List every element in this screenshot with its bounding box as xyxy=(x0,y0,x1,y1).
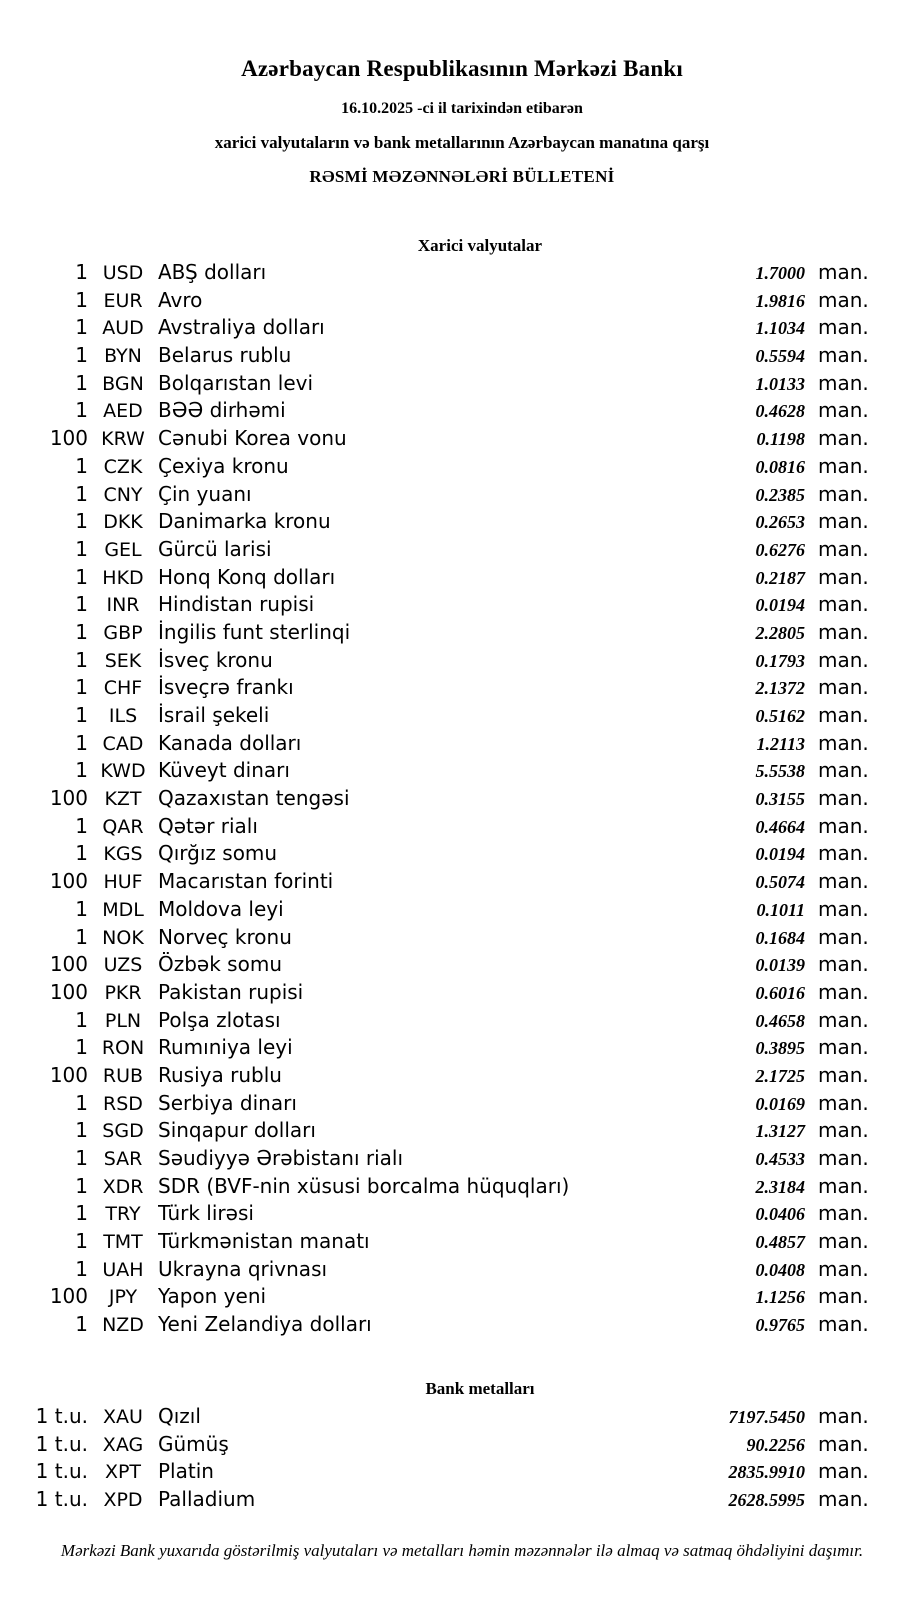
row-unit: man. xyxy=(818,1201,869,1226)
row-unit: man. xyxy=(818,481,869,506)
metals-table xyxy=(0,1403,880,1514)
rate-row xyxy=(0,979,880,1007)
row-quantity: 1 xyxy=(75,1090,88,1115)
row-name: SDR (BVF-nin xüsusi borcalma hüquqları) xyxy=(158,1173,570,1198)
row-quantity: 1 xyxy=(75,370,88,395)
row-unit: man. xyxy=(818,675,869,700)
bulletin-footer xyxy=(0,1540,924,1562)
row-name: Qazaxıstan tengəsi xyxy=(158,786,350,811)
foreign-currencies-section xyxy=(0,235,924,1339)
row-name: İsveç kronu xyxy=(158,647,273,672)
row-code: PKR xyxy=(104,981,142,1004)
row-quantity: 1 xyxy=(75,481,88,506)
row-code: KZT xyxy=(104,788,142,811)
rate-row xyxy=(0,1173,880,1201)
row-rate: 0.0139 xyxy=(755,955,805,976)
row-unit: man. xyxy=(818,1486,869,1511)
row-rate: 0.2385 xyxy=(755,484,805,505)
bank-title: Azərbaycan Respublikasının Mərkəzi Bankı xyxy=(241,56,683,81)
row-unit: man. xyxy=(818,453,869,478)
row-rate: 2.1372 xyxy=(755,678,805,699)
row-name: Macarıstan forinti xyxy=(158,869,334,894)
row-name: Polşa zlotası xyxy=(158,1007,281,1032)
row-unit: man. xyxy=(818,647,869,672)
row-code: GBP xyxy=(103,621,143,644)
rate-row xyxy=(0,1403,880,1431)
row-code: UZS xyxy=(103,954,143,977)
row-unit: man. xyxy=(818,509,869,534)
rate-row xyxy=(0,1283,880,1311)
row-quantity: 1 xyxy=(75,758,88,783)
row-unit: man. xyxy=(818,979,869,1004)
row-rate: 0.6276 xyxy=(755,539,805,560)
row-quantity: 1 xyxy=(75,1201,88,1226)
row-quantity: 1 xyxy=(75,896,88,921)
row-name: Danimarka kronu xyxy=(158,509,331,534)
row-quantity: 1 xyxy=(75,1007,88,1032)
row-rate: 0.1684 xyxy=(755,927,805,948)
rate-row xyxy=(0,591,880,619)
row-rate: 0.4533 xyxy=(755,1149,805,1169)
row-code: CZK xyxy=(103,455,143,478)
row-quantity: 1 xyxy=(75,453,88,478)
row-code: DKK xyxy=(103,511,143,534)
rate-row xyxy=(0,619,880,647)
row-rate: 0.3895 xyxy=(755,1038,805,1059)
row-unit: man. xyxy=(818,1459,869,1484)
row-rate: 0.2653 xyxy=(755,512,805,533)
row-quantity: 1 xyxy=(75,287,88,312)
bulletin-title: RƏSMİ MƏZƏNNƏLƏRİ BÜLLETENİ xyxy=(309,167,615,186)
rate-row xyxy=(0,314,880,342)
rate-row xyxy=(0,1062,880,1090)
rate-row xyxy=(0,813,880,841)
rate-row xyxy=(0,397,880,425)
row-name: Avro xyxy=(158,287,203,312)
metals-section-title: Bank metalları xyxy=(425,1378,535,1398)
row-quantity: 1 xyxy=(75,343,88,368)
row-name: Sinqapur dolları xyxy=(158,1118,316,1143)
row-quantity: 1 xyxy=(75,1035,88,1060)
row-rate: 90.2256 xyxy=(746,1434,805,1455)
row-quantity: 1 t.u. xyxy=(35,1459,88,1484)
row-quantity: 100 xyxy=(49,1284,88,1309)
row-name: Özbək somu xyxy=(158,952,282,977)
row-name: Serbiya dinarı xyxy=(158,1090,297,1115)
row-unit: man. xyxy=(818,1403,869,1428)
row-quantity: 1 xyxy=(75,564,88,589)
rate-row xyxy=(0,924,880,952)
rate-row xyxy=(0,453,880,481)
row-unit: man. xyxy=(818,952,869,977)
row-rate: 0.0169 xyxy=(755,1093,805,1114)
row-unit: man. xyxy=(818,1007,869,1032)
row-quantity: 1 xyxy=(75,1118,88,1143)
rate-row xyxy=(0,1200,880,1228)
row-unit: man. xyxy=(818,260,869,284)
row-rate: 1.0133 xyxy=(755,373,805,394)
row-quantity: 100 xyxy=(49,786,88,811)
row-name: Cənubi Korea vonu xyxy=(158,426,347,451)
row-name: Honq Konq dolları xyxy=(158,564,336,589)
row-rate: 0.1793 xyxy=(755,650,805,671)
row-name: Rusiya rublu xyxy=(158,1062,282,1087)
row-unit: man. xyxy=(818,619,869,644)
row-quantity: 1 t.u. xyxy=(35,1486,88,1511)
row-name: Çin yuanı xyxy=(158,481,252,506)
row-quantity: 1 xyxy=(75,260,88,284)
row-code: XAG xyxy=(102,1433,144,1456)
row-code: RUB xyxy=(102,1064,144,1087)
row-unit: man. xyxy=(818,592,869,617)
row-quantity: 1 xyxy=(75,1312,88,1337)
rate-row xyxy=(0,730,880,758)
row-rate: 2.1725 xyxy=(755,1065,805,1086)
effective-date-line: 16.10.2025 -ci il tarixindən etibarən xyxy=(341,100,583,117)
row-code: QAR xyxy=(102,815,144,838)
row-code: TRY xyxy=(105,1203,141,1226)
row-name: Türkmənistan manatı xyxy=(158,1229,370,1254)
row-quantity: 1 xyxy=(75,1173,88,1198)
row-rate: 0.3155 xyxy=(755,789,805,810)
row-quantity: 1 xyxy=(75,536,88,561)
row-name: İsrail şekeli xyxy=(158,703,270,727)
rate-row xyxy=(0,564,880,592)
row-quantity: 1 xyxy=(75,1146,88,1170)
row-quantity: 1 xyxy=(75,703,88,727)
row-name: Palladium xyxy=(158,1486,256,1511)
row-code: CAD xyxy=(102,732,144,755)
row-unit: man. xyxy=(818,841,869,866)
row-code: BYN xyxy=(104,345,142,368)
row-name: Bolqarıstan levi xyxy=(158,370,314,395)
row-code: XAU xyxy=(103,1405,143,1428)
row-code: EUR xyxy=(103,289,143,312)
row-quantity: 1 t.u. xyxy=(35,1403,88,1428)
row-name: Küveyt dinarı xyxy=(158,758,290,783)
subject-line: xarici valyutaların və bank metallarının Azərbaycan manatına qarşı xyxy=(214,133,710,152)
row-rate: 2628.5995 xyxy=(728,1489,805,1510)
row-unit: man. xyxy=(818,896,869,921)
row-quantity: 1 xyxy=(75,647,88,672)
row-rate: 0.1011 xyxy=(756,899,805,920)
row-code: SEK xyxy=(104,649,142,672)
row-name: Moldova leyi xyxy=(158,896,284,921)
row-code: HUF xyxy=(103,871,143,894)
row-code: AUD xyxy=(102,317,144,340)
row-rate: 1.1256 xyxy=(755,1287,805,1308)
row-code: INR xyxy=(106,594,140,617)
currencies-table xyxy=(0,259,880,1339)
row-name: Norveç kronu xyxy=(158,924,292,949)
row-code: GEL xyxy=(104,538,142,561)
currencies-section-title: Xarici valyutalar xyxy=(417,236,543,255)
rate-row xyxy=(0,1228,880,1256)
row-code: BGN xyxy=(102,372,144,395)
row-code: USD xyxy=(102,262,144,284)
row-name: İsveçrə frankı xyxy=(158,675,294,700)
row-code: KWD xyxy=(100,760,146,783)
row-rate: 0.2187 xyxy=(755,567,805,588)
row-unit: man. xyxy=(818,869,869,894)
row-rate: 2.3184 xyxy=(755,1176,805,1197)
row-rate: 1.1034 xyxy=(755,318,805,339)
disclaimer-text: Mərkəzi Bank yuxarıda göstərilmiş valyutaları və metalları həmin məzənnələr ilə almaq və satmaq öhdəliyini daşımır. xyxy=(60,1540,864,1560)
rate-row xyxy=(0,481,880,509)
row-code: SAR xyxy=(103,1148,143,1170)
row-code: KGS xyxy=(103,843,143,866)
row-name: Yapon yeni xyxy=(158,1284,267,1309)
row-name: Gümüş xyxy=(158,1431,229,1456)
row-quantity: 100 xyxy=(49,869,88,894)
rate-row xyxy=(0,425,880,453)
row-rate: 1.3127 xyxy=(755,1121,805,1142)
row-unit: man. xyxy=(818,343,869,368)
row-code: CNY xyxy=(103,483,143,506)
rate-row xyxy=(0,1458,880,1486)
row-name: BƏƏ dirhəmi xyxy=(158,398,286,423)
row-quantity: 1 xyxy=(75,509,88,534)
row-code: UAH xyxy=(102,1258,144,1281)
row-code: MDL xyxy=(102,898,144,921)
row-rate: 0.1198 xyxy=(756,429,805,450)
row-rate: 0.4658 xyxy=(755,1010,805,1031)
row-rate: 0.0408 xyxy=(755,1259,805,1280)
row-unit: man. xyxy=(818,1146,869,1170)
row-rate: 0.5594 xyxy=(755,346,805,367)
rate-row xyxy=(0,840,880,868)
row-code: HKD xyxy=(102,566,144,589)
row-rate: 5.5538 xyxy=(755,761,805,782)
row-name: Səudiyyə Ərəbistanı rialı xyxy=(158,1146,404,1170)
row-unit: man. xyxy=(818,730,869,755)
rate-row xyxy=(0,536,880,564)
row-rate: 0.4857 xyxy=(755,1232,805,1253)
row-unit: man. xyxy=(818,1062,869,1087)
row-name: Qızıl xyxy=(158,1403,201,1428)
row-name: Qırğız somu xyxy=(158,841,278,866)
row-code: XPT xyxy=(104,1461,142,1484)
rate-row xyxy=(0,1256,880,1284)
row-quantity: 100 xyxy=(49,426,88,451)
row-rate: 0.5074 xyxy=(755,872,805,893)
row-quantity: 1 xyxy=(75,675,88,700)
row-name: Türk lirəsi xyxy=(158,1201,254,1226)
rate-row xyxy=(0,1034,880,1062)
rate-row xyxy=(0,259,880,287)
row-unit: man. xyxy=(818,1118,869,1143)
row-name: Avstraliya dolları xyxy=(158,315,325,340)
row-code: ILS xyxy=(108,705,138,727)
row-unit: man. xyxy=(818,813,869,838)
rate-row xyxy=(0,896,880,924)
row-quantity: 1 xyxy=(75,1256,88,1281)
row-unit: man. xyxy=(818,398,869,423)
row-rate: 0.4628 xyxy=(755,401,805,422)
row-unit: man. xyxy=(818,1284,869,1309)
row-rate: 2.2805 xyxy=(755,622,805,643)
row-code: JPY xyxy=(108,1286,138,1309)
row-rate: 0.5162 xyxy=(755,706,805,726)
row-rate: 1.7000 xyxy=(755,263,805,283)
row-name: ABŞ dolları xyxy=(158,260,267,284)
row-name: Kanada dolları xyxy=(158,730,302,755)
row-name: Çexiya kronu xyxy=(158,453,289,478)
row-quantity: 1 t.u. xyxy=(35,1431,88,1456)
rate-row xyxy=(0,1090,880,1118)
row-unit: man. xyxy=(818,287,869,312)
row-name: Ukrayna qrivnası xyxy=(158,1256,328,1281)
row-unit: man. xyxy=(818,1229,869,1254)
row-quantity: 1 xyxy=(75,619,88,644)
rate-row xyxy=(0,342,880,370)
row-code: TMT xyxy=(103,1231,143,1254)
rate-row xyxy=(0,1486,880,1514)
bulletin-header xyxy=(0,54,924,189)
row-code: XPD xyxy=(103,1488,143,1511)
row-unit: man. xyxy=(818,703,869,727)
rate-row xyxy=(0,287,880,315)
row-quantity: 100 xyxy=(49,979,88,1004)
row-quantity: 1 xyxy=(75,813,88,838)
rate-row xyxy=(0,647,880,675)
rate-row xyxy=(0,757,880,785)
row-code: SGD xyxy=(102,1120,144,1143)
row-unit: man. xyxy=(818,1173,869,1198)
row-rate: 0.0194 xyxy=(755,595,805,616)
row-unit: man. xyxy=(818,924,869,949)
row-quantity: 100 xyxy=(49,1062,88,1087)
row-unit: man. xyxy=(818,426,869,451)
rate-row xyxy=(0,1007,880,1035)
row-rate: 0.6016 xyxy=(755,982,805,1003)
row-rate: 1.9816 xyxy=(755,290,805,311)
row-unit: man. xyxy=(818,1256,869,1281)
row-quantity: 100 xyxy=(49,952,88,977)
row-name: Pakistan rupisi xyxy=(158,979,304,1004)
row-rate: 0.9765 xyxy=(755,1315,805,1336)
row-code: RON xyxy=(101,1037,145,1060)
row-name: Hindistan rupisi xyxy=(158,592,315,617)
row-rate: 0.0194 xyxy=(755,844,805,865)
row-code: KRW xyxy=(101,428,145,451)
row-code: CHF xyxy=(103,677,143,700)
row-unit: man. xyxy=(818,564,869,589)
row-rate: 1.2113 xyxy=(756,733,805,754)
row-name: İngilis funt sterlinqi xyxy=(158,619,351,644)
row-rate: 2835.9910 xyxy=(728,1462,805,1483)
row-name: Yeni Zelandiya dolları xyxy=(158,1312,372,1337)
row-unit: man. xyxy=(818,1431,869,1456)
rate-row xyxy=(0,1145,880,1173)
row-name: Belarus rublu xyxy=(158,343,292,368)
row-name: Qətər rialı xyxy=(158,813,258,838)
row-code: NZD xyxy=(102,1314,144,1337)
rate-row xyxy=(0,508,880,536)
row-name: Platin xyxy=(158,1459,214,1484)
row-quantity: 1 xyxy=(75,841,88,866)
row-quantity: 1 xyxy=(75,1229,88,1254)
row-quantity: 1 xyxy=(75,730,88,755)
row-code: RSD xyxy=(103,1092,143,1115)
row-unit: man. xyxy=(818,758,869,783)
row-unit: man. xyxy=(818,315,869,340)
row-code: NOK xyxy=(102,926,144,949)
row-code: XDR xyxy=(102,1175,144,1198)
rate-row xyxy=(0,674,880,702)
row-quantity: 1 xyxy=(75,315,88,340)
row-name: Gürcü larisi xyxy=(158,536,272,561)
rate-row xyxy=(0,785,880,813)
row-name: Rumıniya leyi xyxy=(158,1035,293,1060)
row-rate: 0.4664 xyxy=(755,816,805,837)
row-unit: man. xyxy=(818,370,869,395)
rate-row xyxy=(0,868,880,896)
row-quantity: 1 xyxy=(75,398,88,423)
row-unit: man. xyxy=(818,1035,869,1060)
bank-metals-section xyxy=(0,1378,924,1514)
row-quantity: 1 xyxy=(75,924,88,949)
row-unit: man. xyxy=(818,1090,869,1115)
row-unit: man. xyxy=(818,786,869,811)
rate-row xyxy=(0,951,880,979)
row-code: PLN xyxy=(104,1009,142,1032)
rate-row xyxy=(0,370,880,398)
row-quantity: 1 xyxy=(75,592,88,617)
rate-row xyxy=(0,1117,880,1145)
row-unit: man. xyxy=(818,1312,869,1337)
row-rate: 0.0816 xyxy=(755,456,805,477)
row-unit: man. xyxy=(818,536,869,561)
row-code: AED xyxy=(103,400,143,423)
row-rate: 0.0406 xyxy=(755,1204,805,1225)
rate-row xyxy=(0,1431,880,1459)
row-rate: 7197.5450 xyxy=(728,1406,805,1427)
rate-row xyxy=(0,702,880,730)
rate-row xyxy=(0,1311,880,1339)
